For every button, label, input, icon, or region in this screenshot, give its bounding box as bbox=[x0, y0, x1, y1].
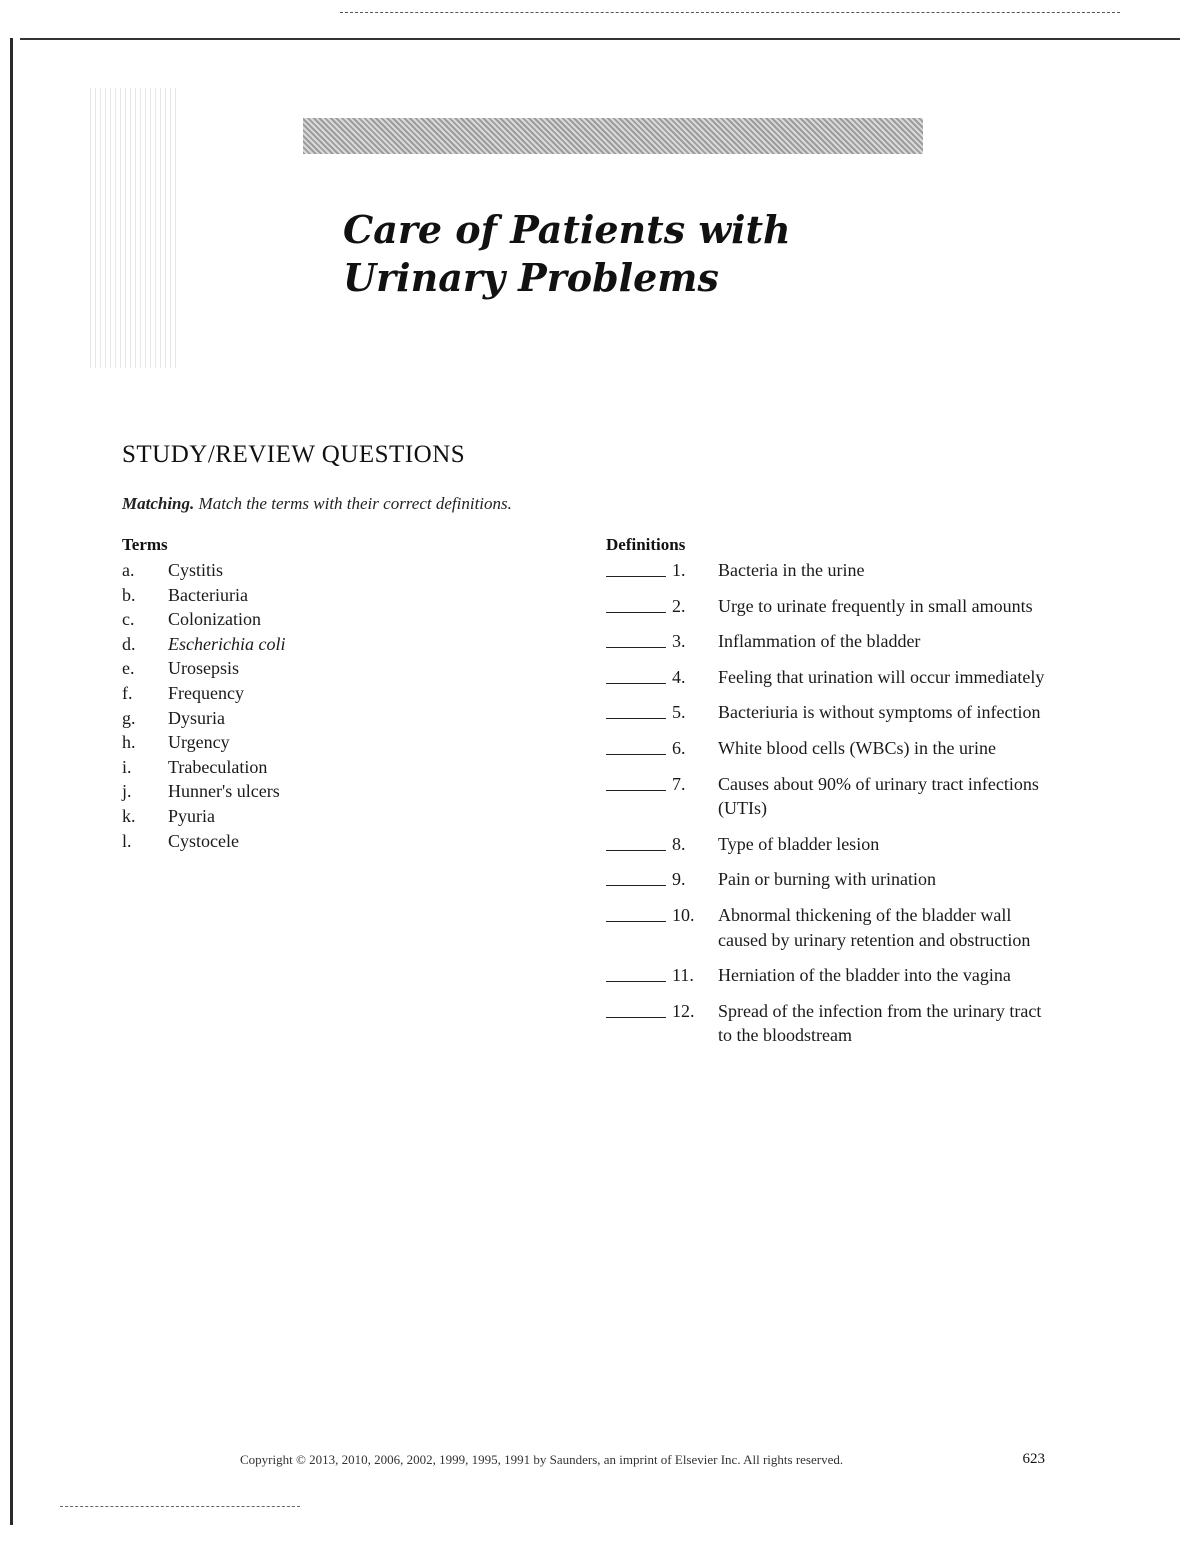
terms-list bbox=[122, 558, 285, 853]
term-item bbox=[122, 779, 285, 804]
definition-text: Feeling that urination will occur immediately bbox=[718, 666, 1045, 687]
definition-text: Abnormal thickening of the bladder wall caused by urinary retention and obstruction bbox=[718, 904, 1031, 950]
term-item bbox=[122, 706, 285, 731]
definition-number: 7. bbox=[672, 773, 686, 794]
definition-number: 9. bbox=[672, 869, 686, 890]
term-text: Escherichia coli bbox=[168, 633, 286, 654]
term-item bbox=[122, 829, 285, 854]
definition-item bbox=[606, 700, 1056, 725]
term-letter: e. bbox=[122, 658, 135, 679]
term-text: Trabeculation bbox=[168, 756, 268, 777]
term-item bbox=[122, 607, 285, 632]
definition-number: 5. bbox=[672, 702, 686, 723]
instructions-text: Match the terms with their correct definitions. bbox=[198, 494, 512, 513]
definition-item bbox=[606, 558, 1056, 583]
definition-text: Spread of the infection from the urinary tract to the bloodstream bbox=[718, 1000, 1042, 1046]
matching-instructions bbox=[122, 494, 512, 514]
term-item bbox=[122, 656, 285, 681]
definition-item bbox=[606, 594, 1056, 619]
definition-item bbox=[606, 963, 1056, 988]
instructions-lead: Matching. bbox=[122, 494, 195, 513]
term-text: Colonization bbox=[168, 609, 261, 630]
definition-item bbox=[606, 772, 1056, 821]
definition-number: 12. bbox=[672, 1000, 695, 1021]
term-text: Bacteriuria bbox=[168, 584, 248, 605]
answer-blank[interactable] bbox=[606, 736, 666, 755]
term-letter: l. bbox=[122, 830, 132, 851]
term-text: Urgency bbox=[168, 732, 230, 753]
definition-number: 1. bbox=[672, 560, 686, 580]
page-number: 623 bbox=[1022, 1451, 1045, 1467]
term-letter: c. bbox=[122, 609, 135, 630]
answer-blank[interactable] bbox=[606, 700, 666, 719]
term-letter: f. bbox=[122, 682, 133, 703]
term-text: Cystitis bbox=[168, 560, 224, 580]
definition-text: Pain or burning with urination bbox=[718, 869, 936, 890]
term-letter: k. bbox=[122, 805, 136, 826]
definition-number: 10. bbox=[672, 904, 695, 925]
definition-item bbox=[606, 867, 1056, 892]
definition-item bbox=[606, 665, 1056, 690]
answer-blank[interactable] bbox=[606, 772, 666, 791]
definition-text: Causes about 90% of urinary tract infections (UTIs) bbox=[718, 773, 1039, 819]
definition-item bbox=[606, 999, 1056, 1048]
term-letter: h. bbox=[122, 732, 136, 753]
chapter-banner bbox=[303, 118, 923, 154]
scan-border-left bbox=[10, 38, 13, 1525]
term-item bbox=[122, 632, 285, 657]
answer-blank[interactable] bbox=[606, 832, 666, 851]
definitions-header: Definitions bbox=[606, 535, 686, 554]
chapter-title bbox=[343, 206, 943, 302]
definition-text: Bacteriuria is without symptoms of infection bbox=[718, 702, 1041, 723]
scan-border-top bbox=[20, 38, 1180, 40]
term-text: Hunner's ulcers bbox=[168, 781, 280, 802]
chapter-number-graphic bbox=[90, 88, 180, 368]
answer-blank[interactable] bbox=[606, 999, 666, 1018]
definition-text: Bacteria in the urine bbox=[718, 560, 865, 580]
answer-blank[interactable] bbox=[606, 963, 666, 982]
definition-item bbox=[606, 629, 1056, 654]
definition-item bbox=[606, 903, 1056, 952]
answer-blank[interactable] bbox=[606, 594, 666, 613]
chapter-title-line2: Urinary Problems bbox=[343, 255, 719, 300]
chapter-title-line1: Care of Patients with bbox=[343, 207, 791, 252]
term-text: Pyuria bbox=[168, 805, 215, 826]
page-footer bbox=[240, 1452, 1045, 1468]
term-letter: i. bbox=[122, 756, 132, 777]
term-text: Urosepsis bbox=[168, 658, 239, 679]
definition-item bbox=[606, 736, 1056, 761]
term-item bbox=[122, 755, 285, 780]
section-heading: STUDY/REVIEW QUESTIONS bbox=[122, 441, 466, 468]
definition-number: 3. bbox=[672, 631, 686, 652]
term-item bbox=[122, 730, 285, 755]
term-letter: j. bbox=[122, 781, 132, 802]
term-text: Cystocele bbox=[168, 830, 239, 851]
term-text: Frequency bbox=[168, 682, 244, 703]
scan-edge-top bbox=[340, 12, 1120, 13]
term-letter: d. bbox=[122, 633, 136, 654]
definition-text: Herniation of the bladder into the vagina bbox=[718, 965, 1011, 986]
definition-text: Type of bladder lesion bbox=[718, 833, 880, 854]
answer-blank[interactable] bbox=[606, 867, 666, 886]
answer-blank[interactable] bbox=[606, 903, 666, 922]
answer-blank[interactable] bbox=[606, 629, 666, 648]
term-letter: a. bbox=[122, 560, 135, 580]
term-letter: b. bbox=[122, 584, 136, 605]
term-item bbox=[122, 804, 285, 829]
definitions-list bbox=[606, 558, 1056, 1059]
definition-text: Inflammation of the bladder bbox=[718, 631, 921, 652]
term-text: Dysuria bbox=[168, 707, 225, 728]
definition-number: 8. bbox=[672, 833, 686, 854]
answer-blank[interactable] bbox=[606, 665, 666, 684]
definition-number: 4. bbox=[672, 666, 686, 687]
term-letter: g. bbox=[122, 707, 136, 728]
term-item bbox=[122, 558, 285, 583]
term-item bbox=[122, 681, 285, 706]
definition-text: White blood cells (WBCs) in the urine bbox=[718, 737, 996, 758]
copyright-notice: Copyright © 2013, 2010, 2006, 2002, 1999, 1995, 1991 by Saunders, an imprint of Elsevier Inc. All rights reserved. bbox=[240, 1452, 844, 1467]
scan-edge-bottom bbox=[60, 1506, 300, 1507]
answer-blank[interactable] bbox=[606, 558, 666, 577]
terms-header: Terms bbox=[122, 535, 168, 554]
definition-text: Urge to urinate frequently in small amounts bbox=[718, 595, 1033, 616]
term-item bbox=[122, 583, 285, 608]
definition-number: 6. bbox=[672, 737, 686, 758]
definition-number: 11. bbox=[672, 965, 694, 986]
definition-item bbox=[606, 832, 1056, 857]
definition-number: 2. bbox=[672, 595, 686, 616]
